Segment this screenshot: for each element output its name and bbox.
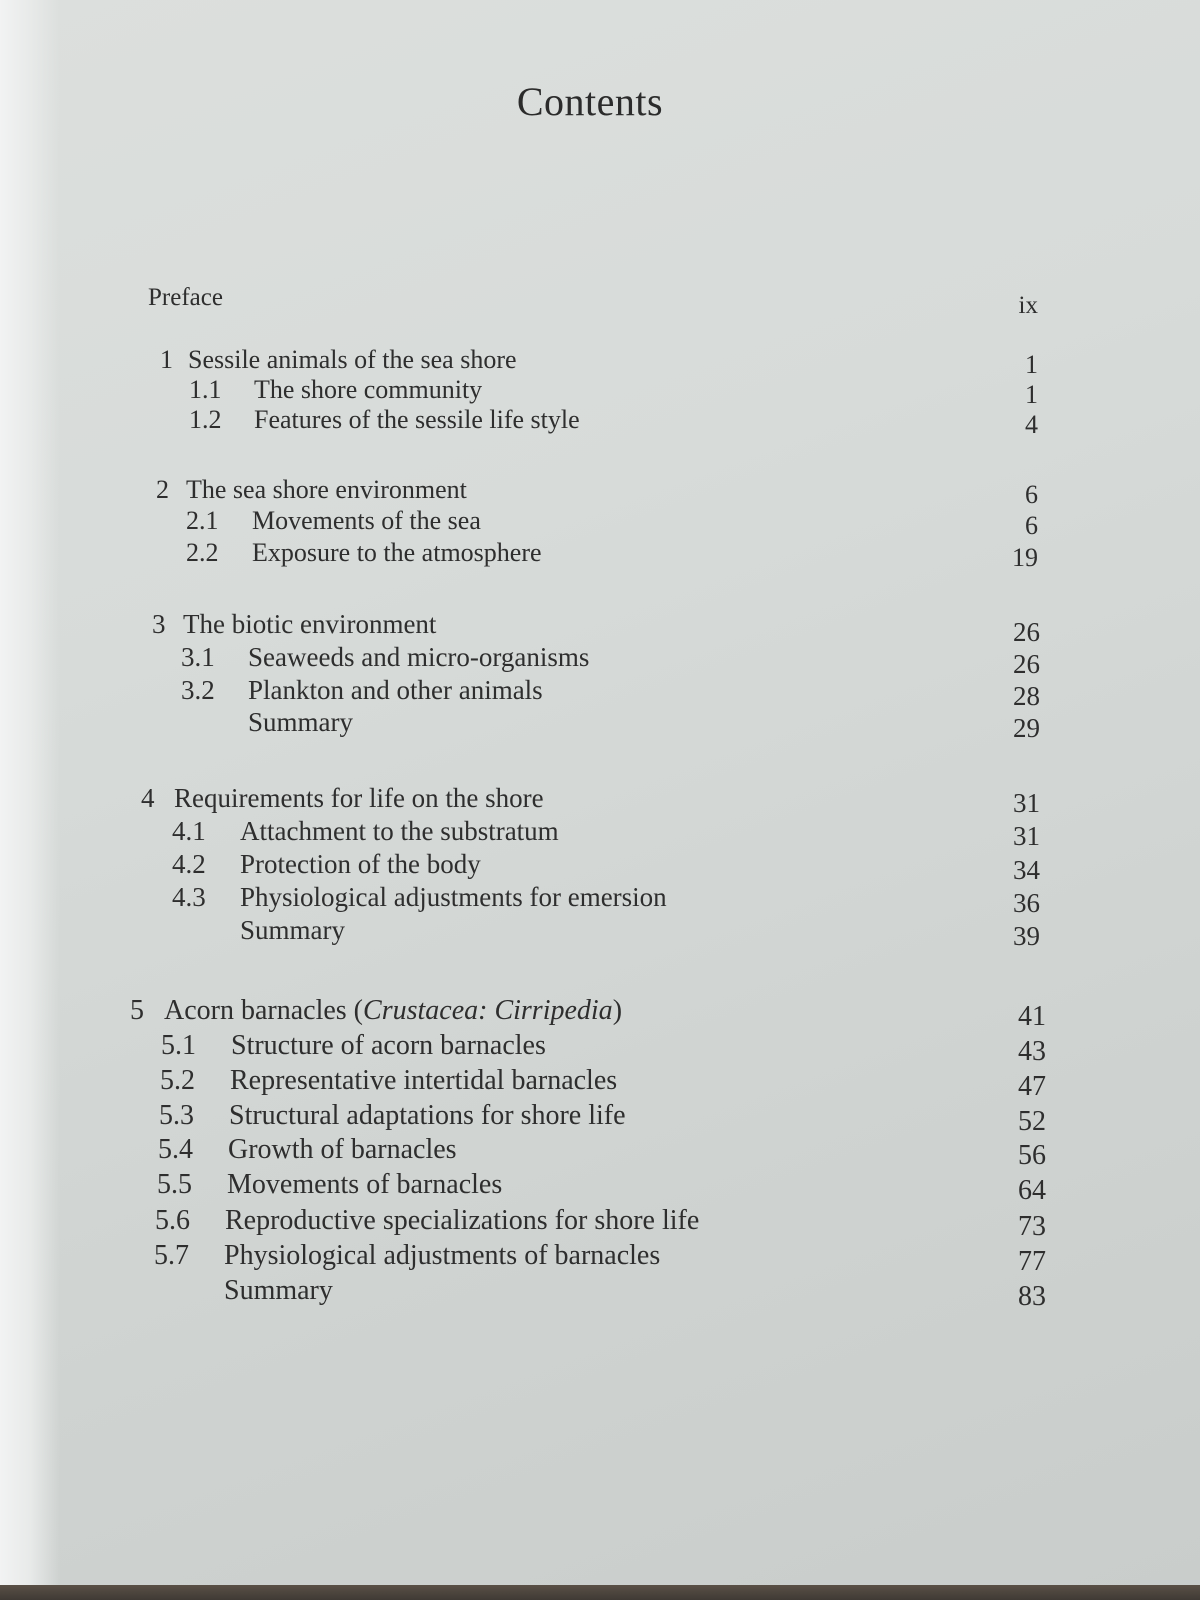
chapter-title	[164, 995, 622, 1027]
section-title: Physiological adjustments for emersion	[240, 882, 667, 912]
section-number: 5.2	[160, 1065, 195, 1096]
section-page: 1	[1025, 380, 1038, 409]
section-4-1-entry	[172, 816, 559, 847]
section-number: 3.2	[181, 675, 215, 705]
section-number: 2.1	[186, 506, 219, 535]
section-2-1-entry	[186, 506, 481, 536]
section-4-2-entry	[172, 849, 481, 880]
section-page: 29	[1013, 713, 1040, 743]
page-edge	[0, 0, 60, 1585]
section-number: 5.3	[159, 1100, 194, 1131]
preface-page: ix	[1018, 292, 1038, 319]
section-page: 4	[1025, 410, 1038, 439]
section-page: 56	[1018, 1140, 1046, 1171]
section-number: 1.2	[189, 405, 222, 434]
section-title: Summary	[224, 1275, 333, 1306]
chapter-1-entry	[160, 345, 517, 375]
section-title: The shore community	[254, 375, 483, 404]
section-number: 5.1	[161, 1030, 196, 1061]
section-number: 1.1	[189, 375, 222, 404]
chapter-title-close: )	[612, 995, 623, 1026]
section-page: 43	[1018, 1036, 1046, 1067]
section-5-2-entry	[160, 1065, 617, 1097]
section-5-1-entry	[161, 1030, 546, 1062]
chapter-page: 41	[1018, 1001, 1046, 1032]
section-title: Plankton and other animals	[248, 675, 543, 705]
page-title: Contents	[516, 79, 664, 124]
section-title: Protection of the body	[240, 849, 481, 879]
chapter-3-entry	[152, 609, 436, 640]
section-page: 36	[1013, 888, 1040, 918]
chapter-number: 3	[152, 609, 166, 639]
section-page: 26	[1013, 649, 1040, 679]
section-3-2-entry	[181, 675, 543, 706]
chapter-title: The sea shore environment	[186, 475, 467, 504]
chapter-page: 26	[1013, 617, 1040, 647]
section-title: Representative intertidal barnacles	[230, 1065, 618, 1096]
chapter-title: Sessile animals of the sea shore	[188, 345, 517, 374]
preface-label: Preface	[148, 284, 223, 311]
chapter-title: The biotic environment	[183, 609, 437, 639]
section-title: Features of the sessile life style	[254, 405, 580, 434]
section-page: 73	[1018, 1211, 1046, 1242]
section-5-7-entry	[154, 1240, 660, 1272]
section-title: Structure of acorn barnacles	[231, 1030, 546, 1061]
section-1-2-entry	[189, 405, 580, 435]
chapter-page: 1	[1025, 350, 1038, 379]
section-number: 5.7	[154, 1240, 189, 1271]
section-number: 5.5	[157, 1169, 192, 1200]
section-title: Exposure to the atmosphere	[252, 538, 542, 567]
section-title: Summary	[248, 707, 353, 737]
section-title: Movements of the sea	[252, 506, 481, 535]
section-page: 83	[1018, 1281, 1046, 1312]
section-5-3-entry	[159, 1100, 626, 1132]
section-3-1-entry	[181, 642, 589, 673]
section-page: 47	[1018, 1071, 1046, 1102]
table-surface	[0, 1585, 1200, 1600]
section-4-summary-entry	[240, 915, 345, 946]
section-title: Seaweeds and micro-organisms	[248, 642, 590, 672]
section-page: 77	[1018, 1246, 1046, 1277]
section-5-4-entry	[158, 1134, 457, 1166]
section-title: Summary	[240, 915, 345, 945]
chapter-number: 4	[141, 783, 155, 813]
chapter-4-entry	[141, 783, 544, 814]
section-title: Physiological adjustments of barnacles	[224, 1240, 661, 1271]
chapter-5-entry	[130, 995, 622, 1027]
section-number: 5.4	[158, 1134, 193, 1165]
section-title: Reproductive specializations for shore life	[225, 1205, 700, 1236]
chapter-number: 1	[160, 345, 173, 374]
chapter-title: Requirements for life on the shore	[174, 783, 544, 813]
section-title: Structural adaptations for shore life	[229, 1100, 626, 1131]
section-5-5-entry	[157, 1169, 502, 1201]
section-page: 6	[1025, 511, 1038, 540]
section-5-6-entry	[155, 1205, 699, 1237]
section-page: 34	[1013, 855, 1040, 885]
section-title: Movements of barnacles	[227, 1169, 503, 1200]
section-number: 4.1	[172, 816, 206, 846]
section-title: Growth of barnacles	[228, 1134, 457, 1165]
section-number: 4.2	[172, 849, 206, 879]
section-2-2-entry	[186, 538, 542, 568]
section-page: 39	[1013, 921, 1040, 951]
section-page: 64	[1018, 1175, 1046, 1206]
chapter-2-entry	[156, 475, 467, 505]
chapter-title-italic: Crustacea: Cirripedia	[363, 995, 613, 1026]
chapter-number: 2	[156, 475, 169, 504]
section-page: 31	[1013, 821, 1040, 851]
chapter-page: 31	[1013, 788, 1040, 818]
chapter-title-plain: Acorn barnacles (	[164, 995, 364, 1026]
section-3-summary-entry	[248, 707, 353, 738]
section-5-summary-entry	[224, 1275, 333, 1307]
section-4-3-entry	[172, 882, 667, 913]
chapter-page: 6	[1025, 480, 1038, 509]
section-page: 19	[1012, 543, 1038, 572]
section-number: 5.6	[155, 1205, 190, 1236]
section-page: 28	[1013, 681, 1040, 711]
section-title: Attachment to the substratum	[240, 816, 559, 846]
section-1-1-entry	[189, 375, 482, 405]
section-number: 4.3	[172, 882, 206, 912]
section-number: 2.2	[186, 538, 219, 567]
preface-entry	[148, 284, 223, 312]
section-number: 3.1	[181, 642, 215, 672]
chapter-number: 5	[130, 995, 144, 1026]
section-page: 52	[1018, 1106, 1046, 1137]
